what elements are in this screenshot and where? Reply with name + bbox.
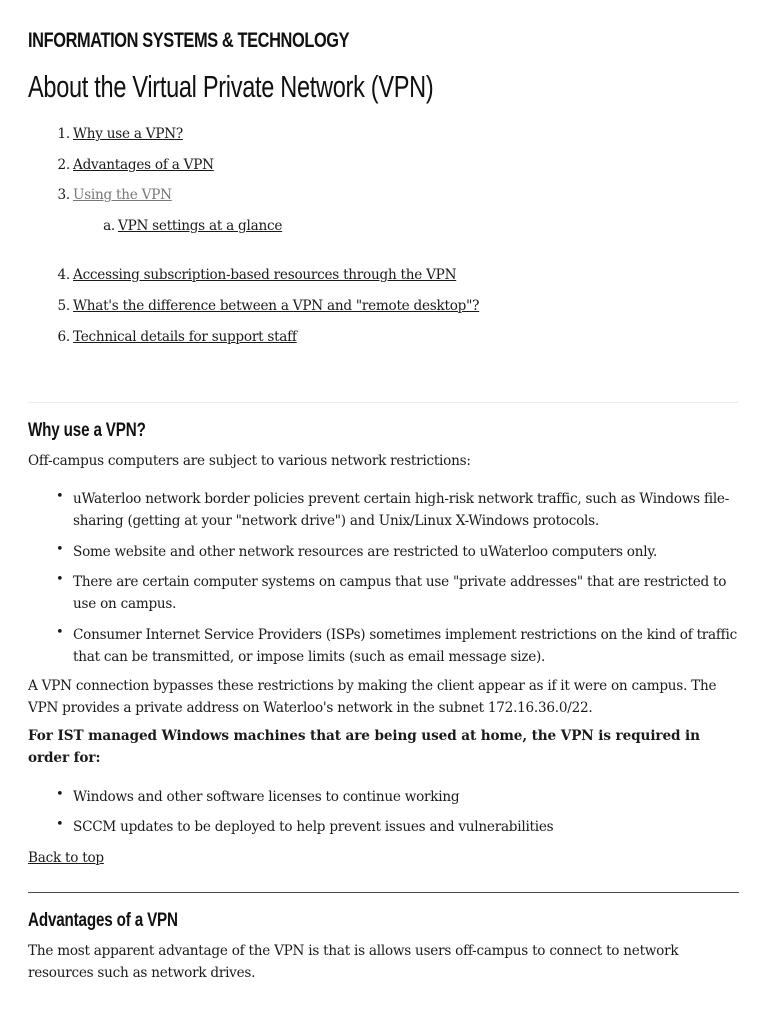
- toc-number: 1.: [57, 126, 70, 142]
- toc-link-vpn-settings[interactable]: VPN settings at a glance: [118, 218, 283, 234]
- toc-link-using-vpn[interactable]: Using the VPN: [73, 187, 172, 203]
- bullet-icon: •: [56, 572, 64, 587]
- list-item: Windows and other software licenses to continue working: [73, 789, 460, 805]
- bypass-paragraph: A VPN connection bypasses these restrictions by making the client appear as if it were on campus. The VPN provides a private address on Waterloo's network in the subnet 172.16.36.0/22.: [28, 678, 717, 716]
- why-intro-text: Off-campus computers are subject to various network restrictions:: [28, 453, 471, 469]
- bullet-icon: •: [56, 817, 64, 832]
- section-divider: [28, 892, 739, 893]
- back-to-top-link[interactable]: Back to top: [28, 850, 104, 866]
- list-item: Some website and other network resources are restricted to uWaterloo computers only.: [73, 544, 658, 560]
- list-item: uWaterloo network border policies prevent certain high-risk network traffic, such as Windows file-sharing (getting at your "network drive") and Unix/Linux X-Windows protocols.: [73, 491, 730, 529]
- bullet-icon: •: [56, 542, 64, 557]
- toc-link-technical-details[interactable]: Technical details for support staff: [73, 329, 297, 345]
- toc-number: 5.: [57, 298, 70, 314]
- toc-link-advantages[interactable]: Advantages of a VPN: [73, 157, 214, 173]
- toc-number: 4.: [57, 267, 70, 283]
- list-item: SCCM updates to be deployed to help prevent issues and vulnerabilities: [73, 819, 554, 835]
- toc-number: 2.: [57, 157, 70, 173]
- toc-number: 6.: [57, 329, 70, 345]
- list-item: Consumer Internet Service Providers (ISPs) sometimes implement restrictions on the kind of traffic that can be transmitted, or impose limits (such as email message size).: [73, 627, 737, 665]
- bullet-icon: •: [56, 787, 64, 802]
- toc-link-subscription-resources[interactable]: Accessing subscription-based resources through the VPN: [73, 267, 457, 283]
- section-heading-advantages: Advantages of a VPN: [28, 910, 178, 931]
- bullet-icon: •: [56, 625, 64, 640]
- bullet-icon: •: [56, 489, 64, 504]
- toc-link-why-use-vpn[interactable]: Why use a VPN?: [73, 126, 183, 142]
- section-divider: [28, 402, 738, 403]
- toc-number: a.: [103, 218, 115, 234]
- advantages-text: The most apparent advantage of the VPN is that is allows users off-campus to connect to network resources such as network drives.: [28, 943, 679, 981]
- toc-link-vpn-vs-remote-desktop[interactable]: What's the difference between a VPN and "remote desktop"?: [73, 298, 480, 314]
- page-title: About the Virtual Private Network (VPN): [28, 69, 434, 104]
- list-item: There are certain computer systems on campus that use "private addresses" that are restricted to use on campus.: [73, 574, 727, 612]
- required-paragraph: For IST managed Windows machines that are being used at home, the VPN is required in order for:: [28, 728, 700, 766]
- site-title[interactable]: INFORMATION SYSTEMS & TECHNOLOGY: [28, 29, 350, 52]
- toc-number: 3.: [57, 187, 70, 203]
- section-heading-why-use-vpn: Why use a VPN?: [28, 420, 146, 441]
